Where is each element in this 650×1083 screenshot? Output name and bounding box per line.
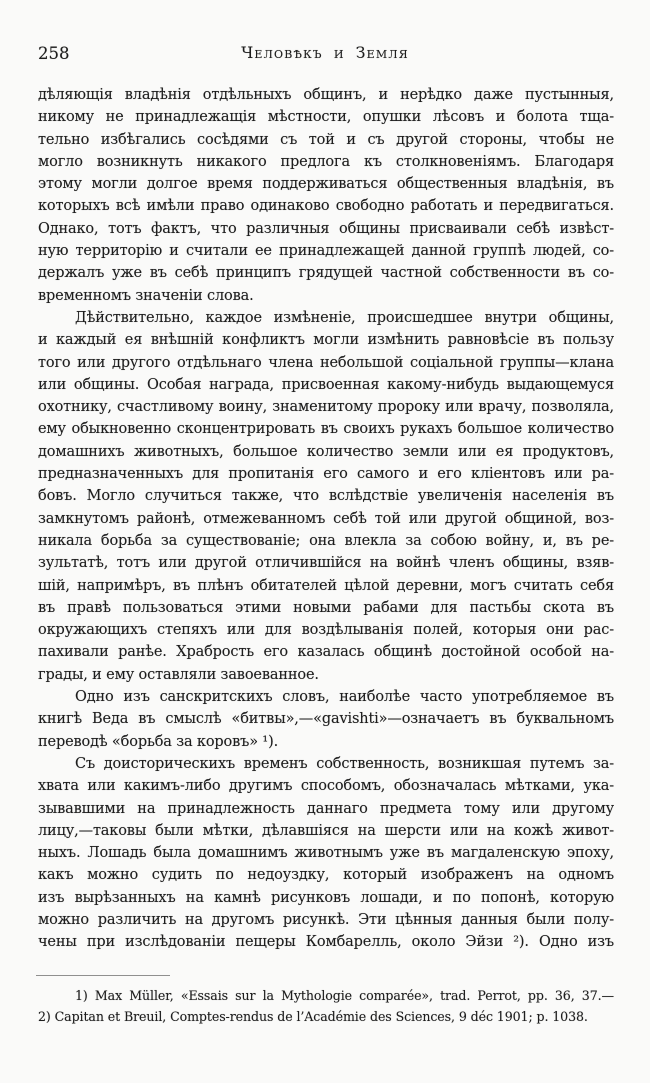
text-line: чены при изслѣдованіи пещеры Комбарелль, около Эйзи ²). Одно изъ <box>38 934 614 951</box>
footnote-2: 2) Capitan et Breuil, Comptes-rendus de l’Académie des Sciences, 9 déc 1901; p. 1038. <box>38 1008 588 1024</box>
footnote-rule <box>36 975 170 976</box>
text-line: окружающихъ степяхъ или для воздѣлыванія полей, которыя они рас- <box>38 622 614 639</box>
text-line: ныхъ. Лошадь была домашнимъ животнымъ уже въ магдаленскую эпоху, <box>38 845 614 862</box>
text-line: Съ доисторическихъ временъ собственность, возникшая путемъ за- <box>75 755 614 772</box>
paragraph <box>38 686 614 753</box>
text-line: временномъ значеніи слова. <box>38 287 254 304</box>
text-line: держалъ уже въ себѣ принципъ грядущей частной собственности въ со- <box>38 265 614 282</box>
text-line: изъ вырѣзанныхъ на камнѣ рисунковъ лошади, и по попонѣ, которую <box>38 889 614 906</box>
text-line: тельно избѣгались сосѣдями съ той и съ другой стороны, чтобы не <box>38 131 614 148</box>
text-line: Одно изъ санскритскихъ словъ, наиболѣе часто употребляемое въ <box>75 689 614 706</box>
running-title: Человѣкъ и Земля <box>241 44 409 62</box>
text-line: никому не принадлежащія мѣстности, опушки лѣсовъ и болота тща- <box>38 109 614 126</box>
text-line: зультатѣ, тотъ или другой отличившійся на войнѣ членъ общины, взяв- <box>38 555 614 572</box>
text-line: никала борьба за существованіе; она влекла за собою войну, и, въ ре- <box>38 532 614 549</box>
text-line: книгѣ Веда въ смыслѣ «битвы»,—«gavishti»—означаетъ въ буквальномъ <box>38 711 614 728</box>
text-line: какъ можно судить по недоуздку, который изображенъ на одномъ <box>38 867 614 884</box>
text-line: переводѣ «борьба за коровъ» ¹). <box>38 733 279 750</box>
text-line: и каждый ея внѣшній конфликтъ могли измѣнить равновѣсіе въ пользу <box>38 332 614 349</box>
paragraph <box>38 307 614 686</box>
text-line: бовъ. Могло случиться также, что вслѣдствіе увеличенія населенія въ <box>38 488 614 505</box>
text-line: шій, напримѣръ, въ плѣнъ обитателей цѣлой деревни, могъ считать себя <box>38 577 614 594</box>
text-line: лицу,—таковы были мѣтки, дѣлавшіяся на шерсти или на кожѣ живот- <box>38 822 614 839</box>
text-line: охотнику, счастливому воину, знаменитому пророку или врачу, позволяла, <box>38 399 614 416</box>
body-text <box>38 84 614 954</box>
text-line: ную территорію и считали ее принадлежащей данной группѣ людей, со- <box>38 243 614 260</box>
text-line: грады, и ему оставляли завоеванное. <box>38 666 319 683</box>
footnote-1: 1) Max Müller, «Essais sur la Mythologie comparée», trad. Perrot, pp. 36, 37.— <box>75 988 614 1003</box>
text-line: дѣляющія владѣнія отдѣльныхъ общинъ, и нерѣдко даже пустынныя, <box>38 87 614 103</box>
paragraph <box>38 84 614 307</box>
page-number: 258 <box>38 44 70 63</box>
text-line: предназначенныхъ для пропитанія его самого и его кліентовъ или ра- <box>38 466 614 483</box>
text-line: или общины. Особая награда, присвоенная какому-нибудь выдающемуся <box>38 376 614 393</box>
text-line: этому могли долгое время поддерживаться общественныя владѣнія, въ <box>38 176 614 193</box>
text-line: въ правѣ пользоваться этими новыми рабами для пастьбы скота въ <box>38 599 614 616</box>
text-line: того или другого отдѣльнаго члена небольшой соціальной группы—клана <box>38 354 614 371</box>
text-line: пахивали ранѣе. Храбрость его казалась общинѣ достойной особой на- <box>38 644 614 661</box>
paragraph <box>38 753 614 954</box>
footnotes <box>38 986 614 1027</box>
text-line: могло возникнуть никакого предлога къ столкновеніямъ. Благодаря <box>38 153 614 170</box>
text-line: замкнутомъ районѣ, отмежеванномъ себѣ той или другой общиной, воз- <box>38 510 614 527</box>
text-line: ему обыкновенно сконцентрировать въ своихъ рукахъ большое количество <box>38 421 614 438</box>
text-line: можно различить на другомъ рисункѣ. Эти цѣнныя данныя были полу- <box>38 911 614 928</box>
text-line: хвата или какимъ-либо другимъ способомъ, обозначалась мѣтками, ука- <box>38 778 614 795</box>
text-line: зывавшими на принадлежность даннаго предмета тому или другому <box>38 800 614 817</box>
text-line: Дѣйствительно, каждое измѣненіе, происшедшее внутри общины, <box>75 309 614 326</box>
text-line: домашнихъ животныхъ, большое количество земли или ея продуктовъ, <box>38 443 614 460</box>
text-line: Однако, тотъ фактъ, что различныя общины присваивали себѣ извѣст- <box>38 220 614 237</box>
text-line: которыхъ всѣ имѣли право одинаково свободно работать и передвигаться. <box>38 198 614 215</box>
